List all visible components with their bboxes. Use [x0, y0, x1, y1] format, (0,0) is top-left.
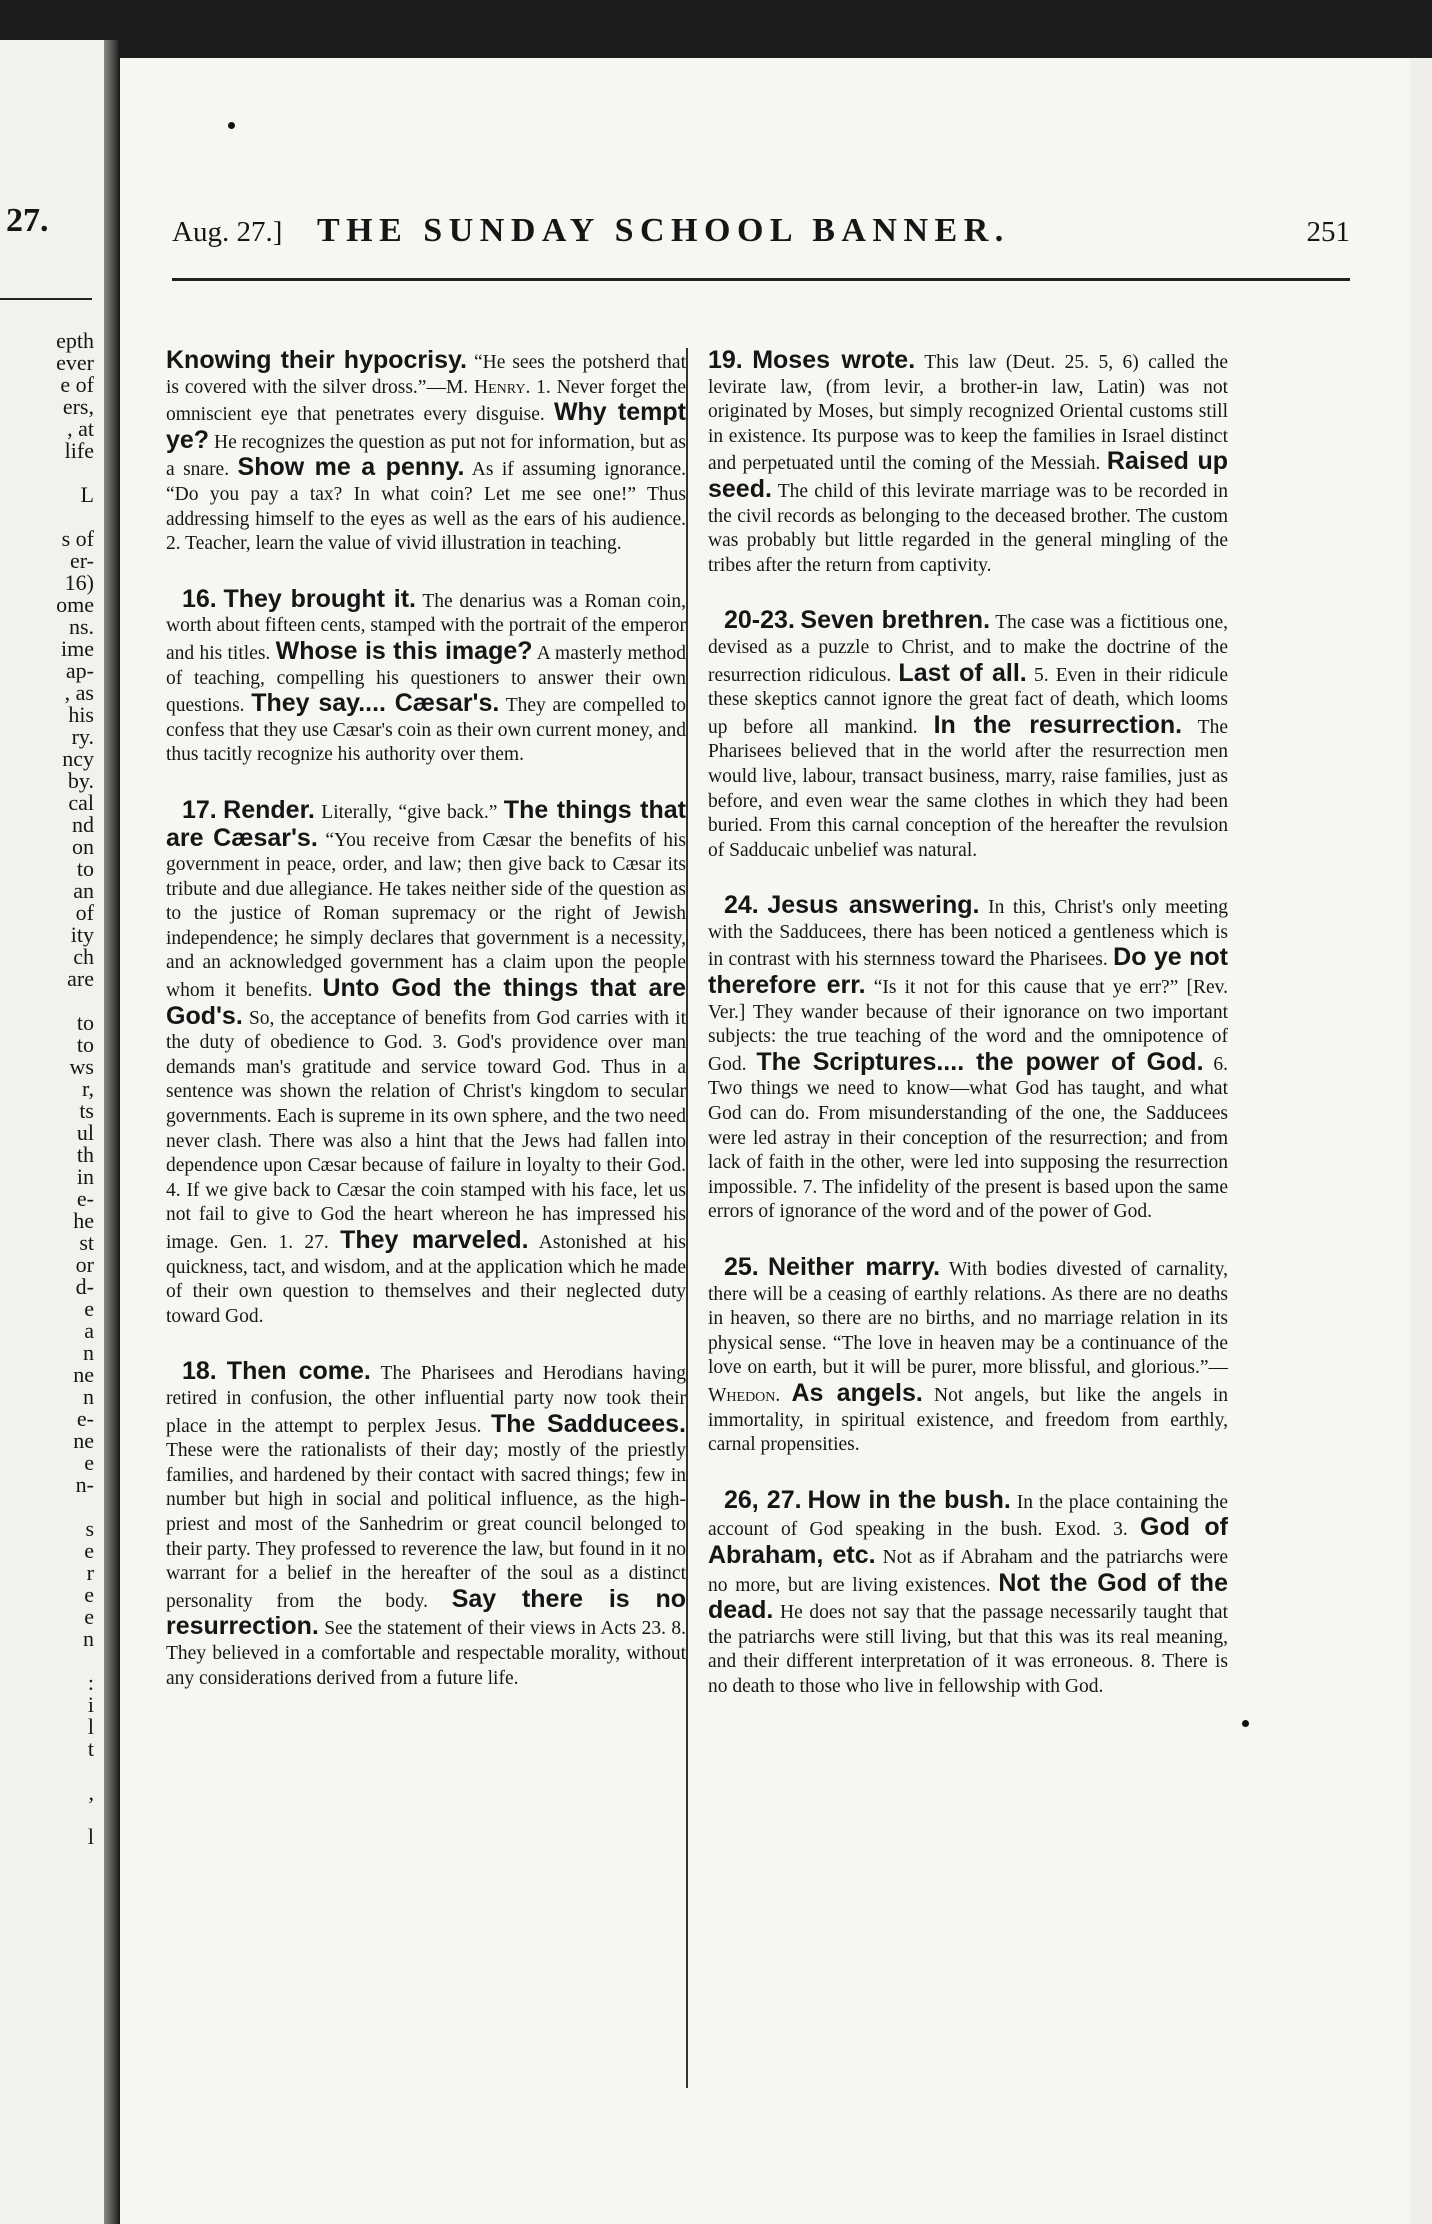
verse-number: 26, 27. [724, 1485, 802, 1514]
commentary-paragraph [708, 1255, 1228, 1458]
body-text: The Pharisees and Herodians having retired in confusion, the other influential party now took their place in the attempt to perplex Jesus. [166, 1363, 687, 1437]
keyword-phrase: Then come. [226, 1357, 371, 1386]
body-text: The Pharisees believed that in the world after the resurrection men would live, labour, transact business, marry, raise families, just as before, and even wear the same clothes in which they had been buried. From this carnal conception of the hereafter the revulsion of Sadducaic unbelief was natural. [708, 716, 1228, 861]
verse-number: 24. [724, 891, 759, 920]
body-text: “He sees the potsherd that is covered with the silver dross.”— [166, 352, 686, 398]
body-text: He does not say that the passage necessarily taught that the patriarchs were still living, but that this was its real meaning, and their different interpretation of it was erroneous. 8. There is no death to those who live in fellowship with God. [708, 1602, 1228, 1697]
keyword-phrase: Why tempt ye? [166, 398, 686, 454]
keyword-phrase: God of Abraham, etc. [708, 1513, 1229, 1569]
ink-speck [1242, 1720, 1249, 1727]
body-text: The case was a fictitious one, devised as a puzzle to Christ, and to make the doctrine of the resurrection ridiculous. [708, 612, 1229, 686]
body-text [743, 352, 752, 373]
body-text [759, 1259, 768, 1280]
author-citation: M. Henry. [445, 376, 531, 398]
ink-speck [228, 122, 235, 129]
keyword-phrase: How in the bush. [807, 1485, 1011, 1514]
body-text: He recognizes the question as put not for information, but as a snare. [166, 431, 686, 481]
running-head [172, 208, 1350, 268]
body-text: The child of this levirate marriage was to be recorded in the civil records as belonging to the deceased brother. The custom was probably but little regarded in the general mingling of the tribes after the return from captivity. [708, 480, 1228, 576]
header-rule [172, 278, 1350, 281]
keyword-phrase: They say.... Cæsar's. [251, 689, 500, 718]
left-column [166, 348, 686, 1721]
body-text: Not angels, but like the angels in immortality, in spiritual existence, and freedom from earthly, carnal propensities. [708, 1384, 1228, 1456]
body-text: These were the rationalists of their day; mostly of the priestly families, and hardened by their contact with sacred things; few in number but high in social and political influence, as the high-priest and most of the Sanhedrim or great council belonged to their party. They professed to reverence the law, but found in it no warrant for a belief in the hereafter of the soul as a distinct personality from the body. [166, 1440, 686, 1612]
keyword-phrase: Neither marry. [768, 1253, 941, 1281]
keyword-phrase: Render. [223, 795, 315, 824]
keyword-phrase: The Sadducees. [490, 1409, 686, 1438]
body-text: See the statement of their views in Acts 23. 8. They believed in a comfortable and respectable morality, without any considerations derived from a future life. [166, 1618, 686, 1689]
keyword-phrase: Seven brethren. [800, 606, 991, 635]
keyword-phrase: Moses wrote. [752, 346, 916, 374]
keyword-phrase: Whose is this image? [275, 636, 533, 665]
verse-number: 16. [182, 584, 217, 613]
body-text: So, the acceptance of benefits from God carries with it the duty of obedience to God. 3. God's providence over man demands man's gratitude and service toward God. Thus in a sentence was shown the relation of Christ's kingdom to secular governments. Each is supreme in its own sphere, and the two need never clash. There was also a hint that the Jews had fallen into dependence upon Cæsar because of failure in loyalty to their God. 4. If we give back to Cæsar the coin stamped with his face, let us not fail to give to God the heart whereon he has impressed his image. Gen. 1. 27. [166, 1007, 686, 1253]
page [120, 58, 1410, 2224]
book-gutter [104, 40, 118, 2224]
page-number: 251 [1306, 216, 1350, 248]
right-column [708, 348, 1228, 1730]
keyword-phrase: Do ye not therefore err. [708, 943, 1228, 1000]
body-text: This law (Deut. 25. 5, 6) called the levirate law, (from levir, a brother-in law, Latin) was not originated by Moses, but simply recognized Oriental customs still in existence. Its purpose was to keep the families in Israel distinct and perpetuated until the coming of the Messiah. [708, 352, 1228, 475]
commentary-paragraph [708, 608, 1228, 863]
body-text: With bodies divested of carnality, there will be a ceasing of earthly relations. As there are no deaths in heaven, so there are no births, and no marriage relation in its physical sense. “The love in heaven may be a continuance of the love on earth, but it will be purer, more blissful, and glorious.”— [708, 1259, 1228, 1379]
body-text: A masterly method of teaching, compelling his questioners to answer their own questions. [166, 642, 686, 717]
column-divider [686, 348, 688, 2088]
body-text: 5. Even in their ridicule these skeptics cannot ignore the great fact of death, which looms up before all mankind. [708, 664, 1228, 738]
previous-page-number: 27. [6, 202, 49, 239]
issue-date: Aug. 27.] [172, 216, 283, 248]
verse-number: 17. [182, 795, 217, 824]
commentary-paragraph [166, 1359, 686, 1691]
body-text: As if assuming ignorance. “Do you pay a tax? In what coin? Let me see one!” Thus addressing himself to the eyes as well as the ears of his audience. 2. Teacher, learn the value of vivid illustration in teaching. [166, 459, 686, 555]
commentary-paragraph [708, 893, 1228, 1225]
keyword-phrase: In the resurrection. [933, 710, 1183, 739]
commentary-paragraph [708, 1485, 1229, 1700]
body-text: In the place containing the account of God speaking in the bush. Exod. 3. [708, 1491, 1229, 1541]
body-text: The denarius was a Roman coin, worth about fifteen cents, stamped with the portrait of the emperor and his titles. [166, 590, 686, 664]
keyword-phrase: Raised up seed. [708, 447, 1228, 503]
body-text: 1. Never forget the omniscient eye that penetrates every disguise. [166, 376, 687, 426]
keyword-phrase: The things that are Cæsar's. [166, 795, 687, 852]
keyword-phrase: Say there is no resurrection. [166, 1584, 686, 1641]
body-text: 6. Two things we need to know—what God has taught, and what God can do. From misunderstanding of the one, the Sadducees were led astray in their conception of the resurrection; and from lack of faith in the other, were led into supposing the resurrection impossible. 7. The infidelity of the present is based upon the same errors of ignorance of the word and of the power of God. [708, 1053, 1228, 1223]
author-citation: Whedon. [708, 1384, 781, 1406]
publication-title: THE SUNDAY SCHOOL BANNER. [317, 212, 1010, 249]
body-text: They are compelled to confess that they use Cæsar's coin as their own current money, and thus tacitly recognize his authority over them. [166, 695, 687, 766]
keyword-phrase: Show me a penny. [237, 453, 465, 482]
keyword-phrase: Knowing their hypocrisy. [166, 346, 467, 374]
keyword-phrase: Jesus answering. [767, 891, 980, 920]
body-text: Astonished at his quickness, tact, and wisdom, and at the application which he made of their own question to themselves and their neglected duty toward God. [166, 1232, 686, 1327]
body-text: Not as if Abraham and the patriarchs were no more, but are living existences. [708, 1546, 1228, 1596]
keyword-phrase: As angels. [791, 1378, 923, 1407]
body-text [217, 1363, 227, 1384]
commentary-paragraph [166, 584, 687, 768]
previous-page [0, 40, 118, 2224]
commentary-paragraph [166, 348, 686, 557]
keyword-phrase: They marveled. [340, 1226, 529, 1254]
keyword-phrase: Unto God the things that are God's. [166, 974, 686, 1030]
previous-page-rule [0, 298, 92, 300]
body-text: “You receive from Cæsar the benefits of his government in peace, order, and law; then give back to Cæsar its tribute and due allegiance. He takes neither side of the question as to the justice of Roman supremacy or the right of Jewish independence; he simply declares that government is a necessity, and an acknowledged government has a claim upon the people whom it benefits. [166, 829, 686, 1002]
commentary-paragraph [708, 348, 1228, 578]
verse-number: 18. [182, 1357, 217, 1386]
keyword-phrase: Last of all. [898, 658, 1027, 687]
body-text: Literally, “give back.” [314, 801, 504, 823]
verse-number: 20-23. [724, 606, 795, 635]
verse-number: 25. [724, 1253, 759, 1281]
verse-number: 19. [708, 346, 743, 374]
previous-page-text-fragments: epth ever e of ers, , at life L s of er- 16) ome ns. ime ap- , as his ry. ncy by. cal nd on to an of ity ch are to to ws r, ts ul th in e- he st or d- e a n ne n e- ne e n- s e r e e n : i l t , l [56, 328, 94, 1849]
page-edge [1410, 58, 1432, 2224]
keyword-phrase: Not the God of the dead. [708, 1568, 1228, 1625]
keyword-phrase: The Scriptures.... the power of God. [756, 1047, 1204, 1076]
body-text: In this, Christ's only meeting with the Sadducees, there has been noticed a gentleness which is in contrast with his sternness toward the Pharisees. [708, 897, 1228, 971]
commentary-paragraph [166, 795, 687, 1329]
body-text: “Is it not for this cause that ye err?” [Rev. Ver.] They wander because of their ignorance on two important subjects: the true teaching of the word and the omnipotence of God. [708, 977, 1228, 1075]
keyword-phrase: They brought it. [223, 584, 416, 613]
body-text [780, 1385, 791, 1406]
